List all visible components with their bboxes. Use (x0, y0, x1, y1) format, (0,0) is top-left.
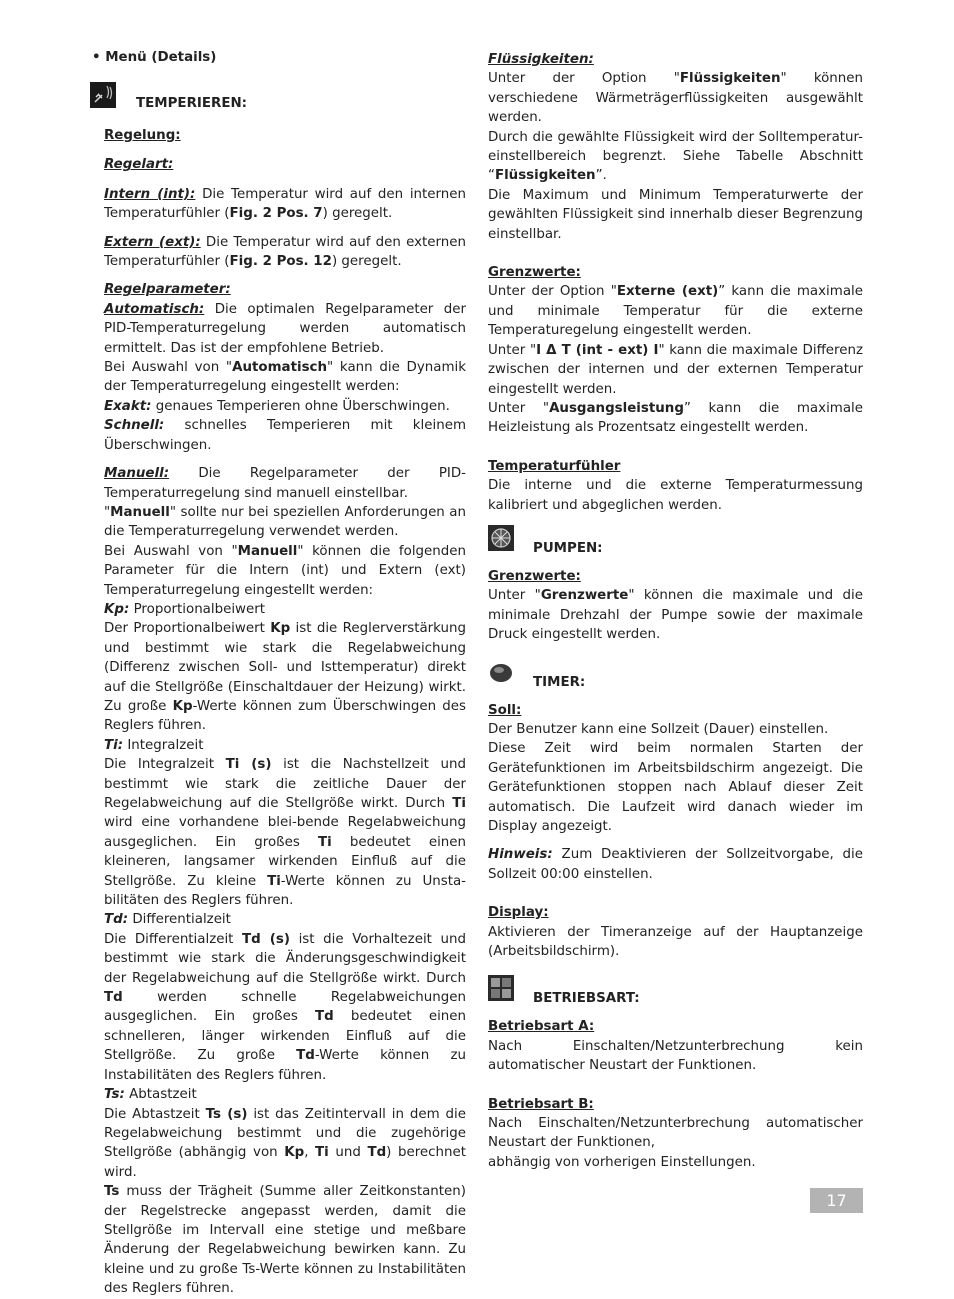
display-heading: Display: (488, 905, 549, 921)
soll-text-2: Diese Zeit wird beim normalen Starten der Gerätefunktionen im Arbeitsbildschirm angezeigt. Die Gerätefunktionen stoppen nach Ablauf dieser Zeit automatisch. Die Laufzeit wird danach wieder im Display angezeigt. (488, 741, 863, 834)
manuell-note: "Manuell" sollte nur bei speziellen Anforderungen an die Temperaturregelung verwendet werden. (104, 504, 466, 540)
temperieren-label: TEMPERIEREN: (136, 96, 248, 111)
soll-heading: Soll: (488, 702, 522, 718)
automatisch-paragraph: Automatisch: Die optimalen Regelparameter der PID-Temperaturregelung werden automatisch ermittelt. Das ist der empfohlene Betrieb. (104, 301, 466, 356)
intern-paragraph: Intern (int): Die Temperatur wird auf den internen Temperaturfühler (Fig. 2 Pos. 7) geregelt. (104, 186, 467, 222)
betriebsart-b-heading: Betriebsart B: (488, 1096, 594, 1112)
fluessigkeiten-text-3: Die Maximum und Minimum Temperaturwerte der gewählten Flüssigkeit sind innerhalb dieser Begrenzung einstellbar. (488, 187, 863, 242)
manuell-selection: Bei Auswahl von "Manuell" können die folgenden Parameter für die Intern (int) und Extern (ext) Temperaturregelung eingestellt werden: (104, 543, 467, 598)
menu-title: • Menü (Details) (92, 50, 217, 65)
grenzwerte-text-3: Unter "Ausgangsleistung” kann die maximale Heizleistung als Prozentsatz eingestellt werden. (488, 400, 863, 436)
betriebsart-label: BETRIEBSART: (533, 991, 640, 1007)
kp-title: Kp: Proportionalbeiwert (104, 601, 266, 617)
grenzwerte-text-2: Unter "I Δ T (int - ext) I" kann die maximale Differenz zwischen der internen und der externen Temperatur eingestellt werden. (488, 342, 864, 397)
ts-text-2: Ts muss der Trägheit (Summe aller Zeitkonstanten) der Regelstrecke angepasst werden, damit die Stellgröße im Intervall eine stetige und meßbare Änderung der Regelabweichung bewirken kann. Zu kleine und zu große Ts-Werte können zu Instabilitäten des Reglers führen. (104, 1184, 466, 1297)
timer-icon (488, 659, 514, 685)
timer-label: TIMER: (533, 674, 586, 690)
grenzwerte-text-1: Unter der Option "Externe (ext)” kann die maximale und minimale Temperatur für die externe Temperaturegelung eingestellt werden. (488, 284, 863, 339)
pumpen-label: PUMPEN: (533, 540, 603, 556)
kp-text: Der Proportionalbeiwert Kp ist die Reglerverstärkung und bestimmt wie stark die Regelabweichung (Differenz zwischen Soll- und Isttemperatur) direkt auf die Stellgröße (Einschaltdauer der Heizung) wirkt. Zu große Kp-Werte können zum Überschwingen des Reglers führen. (104, 621, 466, 734)
td-title: Td: Differentialzeit (104, 912, 231, 928)
regelparameter-heading: Regelparameter: (104, 282, 231, 298)
operating-mode-icon (488, 975, 514, 1001)
regelart-heading: Regelart: (104, 157, 174, 173)
grenzwerte-heading: Grenzwerte: (488, 265, 581, 281)
display-text: Aktivieren der Timeranzeige auf der Hauptanzeige (Arbeitsbildschirm). (488, 924, 863, 960)
regelung-heading: Regelung: (104, 128, 181, 143)
ti-title: Ti: Integralzeit (104, 737, 204, 753)
pumpen-grenzwerte-heading: Grenzwerte: (488, 568, 581, 584)
page-number: 17 (810, 1188, 863, 1213)
ti-text: Die Integralzeit Ti (s) ist die Nachstellzeit und bestimmt wie stark die zeitliche Dauer der Regelabweichung auf die Stellgröße wirkt. Durch Ti wird eine vorhandene blei-bende Regelabweichung ausgeglichen. Ein großes Ti bedeutet einen kleineren, langsamer wirkenden Einfluß auf die Stellgröße. Zu kleine Ti-Werte können zu Unsta-bilitäten des Reglers führen. (104, 757, 467, 909)
section-pumpen (488, 525, 863, 559)
ts-title: Ts: Abtastzeit (104, 1087, 197, 1103)
schnell-line: Schnell: schnelles Temperieren mit kleinem Überschwingen. (104, 418, 466, 453)
exakt-line: Exakt: genaues Temperieren ohne Überschwingen. (104, 398, 450, 414)
section-timer (488, 659, 863, 693)
manuell-paragraph: Manuell: Die Regelparameter der PID-Temperaturregelung sind manuell einstellbar. (104, 466, 466, 501)
betriebsart-a-heading: Betriebsart A: (488, 1019, 595, 1035)
hinweis-paragraph: Hinweis: Zum Deaktivieren der Sollzeitvorgabe, die Sollzeit 00:00 einstellen. (488, 847, 863, 882)
fluessigkeiten-text-1: Unter der Option "Flüssigkeiten" können verschiedene Wärmeträgerflüssigkeiten ausgewählt werden. (488, 71, 863, 126)
pump-icon (488, 525, 514, 551)
temperaturfuehler-text: Die interne und die externe Temperaturmessung kalibriert und abgeglichen werden. (488, 478, 863, 513)
left-column (104, 50, 466, 1299)
td-text: Die Differentialzeit Td (s) ist die Vorhaltezeit und bestimmt wie stark die Änderungsgeschwindigkeit der Regelabweichung auf die Stellgröße wirkt. Durch Td werden schnelle Regelabweichungen ausgeglichen. Ein großes Td bedeutet einen schnelleren, länger wirkenden Einfluß auf die Stellgröße. Zu große Td-Werte können zu Instabilitäten des Reglers führen. (104, 931, 467, 1083)
automatisch-selection: Bei Auswahl von "Automatisch" kann die Dynamik der Temperaturregelung eingestellt werden: (104, 360, 466, 395)
temperaturfuehler-heading: Temperaturfühler (488, 458, 621, 474)
pumpen-grenzwerte-text: Unter "Grenzwerte" können die maximale und die minimale Drehzahl der Pumpe sowie der maximale Druck eingestellt werden. (488, 588, 863, 643)
extern-paragraph: Extern (ext): Die Temperatur wird auf den externen Temperaturfühler (Fig. 2 Pos. 12) geregelt. (104, 234, 466, 270)
betriebsart-b-text-1: Nach Einschalten/Netzunterbrechung automatischer Neustart der Funktionen, (488, 1116, 863, 1151)
soll-text-1: Der Benutzer kann eine Sollzeit (Dauer) einstellen. (488, 721, 829, 737)
fluessigkeiten-text-2: Durch die gewählte Flüssigkeit wird der Solltemperatur-einstellbereich begrenzt. Siehe Tabelle Abschnitt “Flüssigkeiten”. (488, 129, 863, 184)
section-betriebsart (488, 975, 863, 1009)
ts-text: Die Abtastzeit Ts (s) ist das Zeitintervall in dem die Regelabweichung bestimmt und die zugehörige Stellgröße (abhängig von Kp, Ti und Td) berechnet wird. (104, 1106, 466, 1180)
betriebsart-a-text: Nach Einschalten/Netzunterbrechung kein automatischer Neustart der Funktionen. (488, 1038, 863, 1074)
right-column (488, 50, 863, 1172)
betriebsart-b-text-2: abhängig von vorherigen Einstellungen. (488, 1154, 756, 1170)
fluessigkeiten-heading: Flüssigkeiten: (488, 52, 594, 67)
